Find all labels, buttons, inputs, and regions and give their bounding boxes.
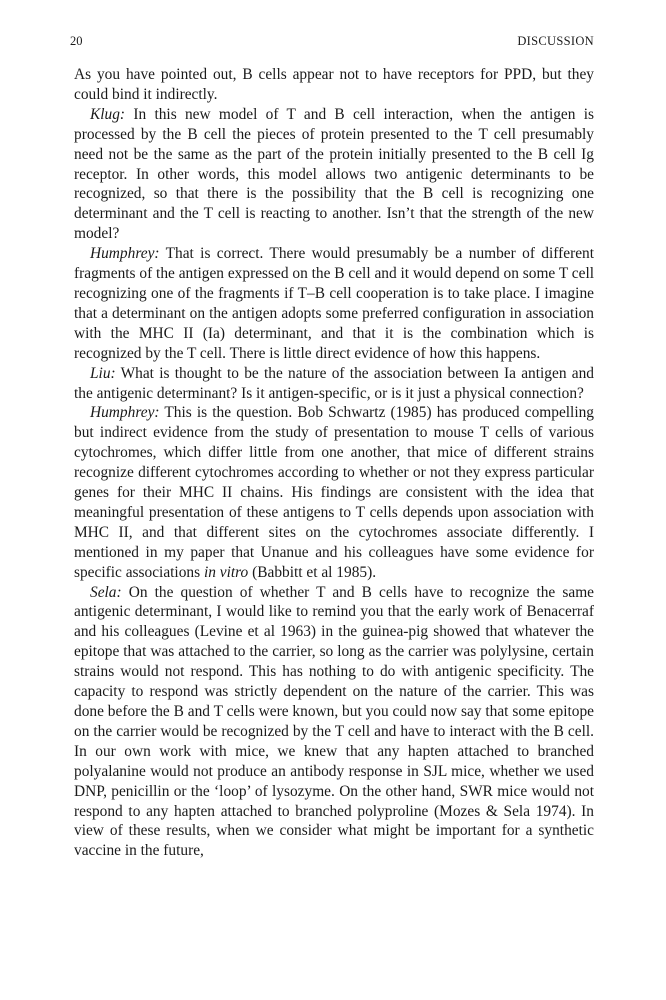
speaker-name: Sela: (90, 583, 122, 601)
paragraph-text: In this new model of T and B cell interaction, when the antigen is processed by the B cell the pieces of protein presented to the T cell presumably need not be the same as the part of the protein initially presented to the B cell Ig receptor. In other words, this model allows two antigenic determinants to be recognized, so that there is the possibility that the B cell is recognizing one determinant and the T cell is reacting to another. Isn’t that the strength of the new model? (74, 105, 594, 243)
paragraph-sela (74, 583, 594, 862)
paragraph-text: What is thought to be the nature of the association between Ia antigen and the antigenic determinant? Is it antigen-specific, or is it just a physical connection? (74, 364, 594, 402)
paragraph-opening (74, 65, 594, 105)
speaker-name: Klug: (90, 105, 126, 123)
italic-term: in vitro (203, 563, 249, 581)
paragraph-liu (74, 364, 594, 404)
discussion-body (74, 65, 594, 861)
paragraph-text: This is the question. Bob Schwartz (1985) has produced compelling but indirect evidence from the study of presentation to mouse T cells of various cytochromes, which differ little from one another, that mice of different strains recognize different cytochromes according to whether or not they express particular genes for their MHC II chains. His findings are consistent with the idea that meaningful presentation of these antigens to T cells depends upon association with MHC II, and that different sites on the cytochromes associate differently. I mentioned in my paper that Unanue and his colleagues have some evidence for specific associations (74, 404, 594, 581)
running-head (70, 34, 594, 49)
paragraph-text: That is correct. There would presumably be a number of different fragments of the antigen expressed on the B cell and it would depend on some T cell recognizing one of the fragments if T–B cell cooperation is to take place. I imagine that a determinant on the antigen adopts some preferred configuration in association with the MHC II (Ia) determinant, and that it is the combination which is recognized by the T cell. There is little direct evidence of how this happens. (74, 245, 595, 362)
paragraph-text: (Babbitt et al 1985). (248, 563, 377, 581)
speaker-name: Humphrey: (90, 404, 160, 422)
paragraph-text: On the question of whether T and B cells have to recognize the same antigenic determinant, I would like to remind you that the early work of Benacerraf and his colleagues (Levine et al 1963) in the guinea-pig showed that whatever the epitope that was attached to the carrier, so long as the carrier was polylysine, certain strains would not respond. This has nothing to do with antigenic specificity. The capacity to respond was strictly dependent on the nature of the carrier. This was done before the B and T cells were known, but you could now say that some epitope on the carrier would be recognized by the T cell and have to interact with the B cell. In our own work with mice, we knew that any hapten attached to branched polyalanine would not produce an antibody response in SJL mice, whether we used DNP, penicillin or the ‘loop’ of lysozyme. On the other hand, SWR mice would not respond to any hapten attached to branched polyproline (Mozes & Sela 1974). In view of these results, when we consider what might be important for a synthetic vaccine in the future, (74, 583, 594, 860)
speaker-name: Humphrey: (90, 245, 160, 263)
section-title: DISCUSSION (517, 34, 594, 48)
page-number: 20 (70, 34, 83, 48)
paragraph-humphrey-1 (74, 244, 594, 363)
document-page (70, 34, 595, 861)
paragraph-text: As you have pointed out, B cells appear not to have receptors for PPD, but they could bind it indirectly. (74, 66, 594, 103)
speaker-name: Liu: (90, 364, 116, 382)
paragraph-klug (74, 105, 594, 244)
paragraph-humphrey-2 (74, 403, 594, 582)
